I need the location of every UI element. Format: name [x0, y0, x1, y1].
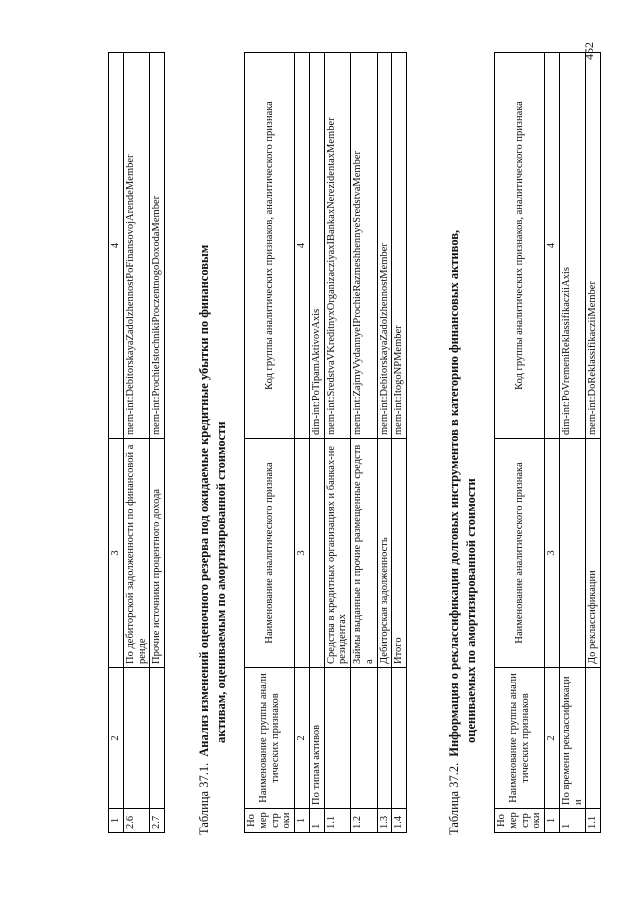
row-number-cell: 1.1: [324, 809, 351, 833]
row-number-cell: 1.2: [351, 809, 378, 833]
header-code: Код группы аналитических признаков, аналитического признака: [495, 53, 545, 439]
table-row: [559, 53, 586, 833]
column-number-cell: 1: [545, 809, 560, 833]
code-cell: mem-int:ItogoNPMember: [392, 53, 407, 439]
continued-table-body: [109, 53, 165, 833]
group-name-cell: [586, 668, 601, 809]
attribute-name-cell: [309, 439, 324, 668]
header-row-number: Номер строки: [245, 809, 295, 833]
header-group-name: Наименование группы аналитических признаков: [495, 668, 545, 809]
table-37-2-title-line1: Информация о реклассификации долговых инструментов в категорию финансовых активов,: [447, 229, 461, 757]
row-number-cell: 1.3: [377, 809, 392, 833]
column-number-cell: 4: [295, 53, 310, 439]
header-attribute-name: Наименование аналитического признака: [245, 439, 295, 668]
code-cell: mem-int:DebitorskayaZadolzhennostMember: [377, 53, 392, 439]
table-row: [123, 53, 150, 833]
header-group-name: Наименование группы аналитических признаков: [245, 668, 295, 809]
table-37-1-body: [295, 53, 407, 833]
column-number-cell: 2: [545, 668, 560, 809]
column-number-cell: 4: [545, 53, 560, 439]
column-number-cell: 3: [295, 439, 310, 668]
table-37-2-header: [495, 53, 545, 833]
attribute-name-cell: [559, 439, 586, 668]
code-cell: mem-int:ZajmyVydannyeIProchieRazmeshhennyeSredstvaMember: [351, 53, 378, 439]
group-name-cell: [377, 668, 392, 809]
table-37-1-number: Таблица 37.1.: [197, 762, 211, 835]
attribute-name-cell: Займы выданные и прочие размещенные средства: [351, 439, 378, 668]
group-name-cell: [392, 668, 407, 809]
column-number-row: [109, 53, 124, 833]
row-number-cell: 2.6: [123, 809, 150, 833]
row-number-cell: 2.7: [150, 809, 165, 833]
group-name-cell: По времени реклассификации: [559, 668, 586, 809]
code-cell: mem-int:SredstvaVKreditnyxOrganizacziyaxIBankaxNerezidentaxMember: [324, 53, 351, 439]
group-name-cell: [324, 668, 351, 809]
table-37-2: [494, 52, 601, 833]
table-37-1-title-line1: Анализ изменений оценочного резерва под ожидаемые кредитные убытки по финансовым: [197, 244, 211, 757]
table-row: [309, 53, 324, 833]
attribute-name-cell: Прочие источники процентного дохода: [150, 439, 165, 668]
table-37-1: [244, 52, 407, 833]
column-number-cell: 3: [109, 439, 124, 668]
attribute-name-cell: Итого: [392, 439, 407, 668]
page-number: 452: [582, 42, 596, 60]
table-row: [586, 53, 601, 833]
attribute-name-cell: По дебиторской задолженности по финансовой аренде: [123, 439, 150, 668]
column-number-cell: 3: [545, 439, 560, 668]
column-number-row: [545, 53, 560, 833]
column-number-cell: 2: [109, 668, 124, 809]
column-number-cell: 2: [295, 668, 310, 809]
header-code: Код группы аналитических признаков, аналитического признака: [245, 53, 295, 439]
group-name-cell: [150, 668, 165, 809]
column-number-cell: 1: [109, 809, 124, 833]
table-row: [150, 53, 165, 833]
group-name-cell: [123, 668, 150, 809]
code-cell: dim-int:PoVremeniReklassifikacziiAxis: [559, 53, 586, 439]
row-number-cell: 1.4: [392, 809, 407, 833]
column-number-cell: 4: [109, 53, 124, 439]
group-name-cell: [351, 668, 378, 809]
row-number-cell: 1.1: [586, 809, 601, 833]
table-37-1-header: [245, 53, 295, 833]
table-37-2-number: Таблица 37.2.: [447, 762, 461, 835]
table-row: [377, 53, 392, 833]
attribute-name-cell: До реклассификации: [586, 439, 601, 668]
header-row-number: Номер строки: [495, 809, 545, 833]
table-37-2-title-line2: оцениваемых по амортизированной стоимости: [463, 478, 478, 743]
code-cell: mem-int:ProchieIstochnikiProczentnogoDoxodaMember: [150, 53, 165, 439]
attribute-name-cell: Дебиторская задолженность: [377, 439, 392, 668]
table-37-1-title-line2: активам, оцениваемым по амортизированной стоимости: [213, 421, 228, 743]
column-number-row: [295, 53, 310, 833]
code-cell: dim-int:PoTipamAktivovAxis: [309, 53, 324, 439]
table-37-1-title: [196, 55, 230, 835]
code-cell: mem-int:DoReklassifikacziiMember: [586, 53, 601, 439]
table-row: [392, 53, 407, 833]
column-number-cell: 1: [295, 809, 310, 833]
header-attribute-name: Наименование аналитического признака: [495, 439, 545, 668]
attribute-name-cell: Средства в кредитных организациях и банках-нерезидентах: [324, 439, 351, 668]
row-number-cell: 1: [309, 809, 324, 833]
table-37-2-title: [446, 55, 480, 835]
table-row: [351, 53, 378, 833]
table-row: [324, 53, 351, 833]
row-number-cell: 1: [559, 809, 586, 833]
continued-table: [108, 52, 165, 833]
table-37-2-body: [545, 53, 601, 833]
group-name-cell: По типам активов: [309, 668, 324, 809]
code-cell: mem-int:DebitorskayaZadolzhennostPoFinansovojArendeMember: [123, 53, 150, 439]
